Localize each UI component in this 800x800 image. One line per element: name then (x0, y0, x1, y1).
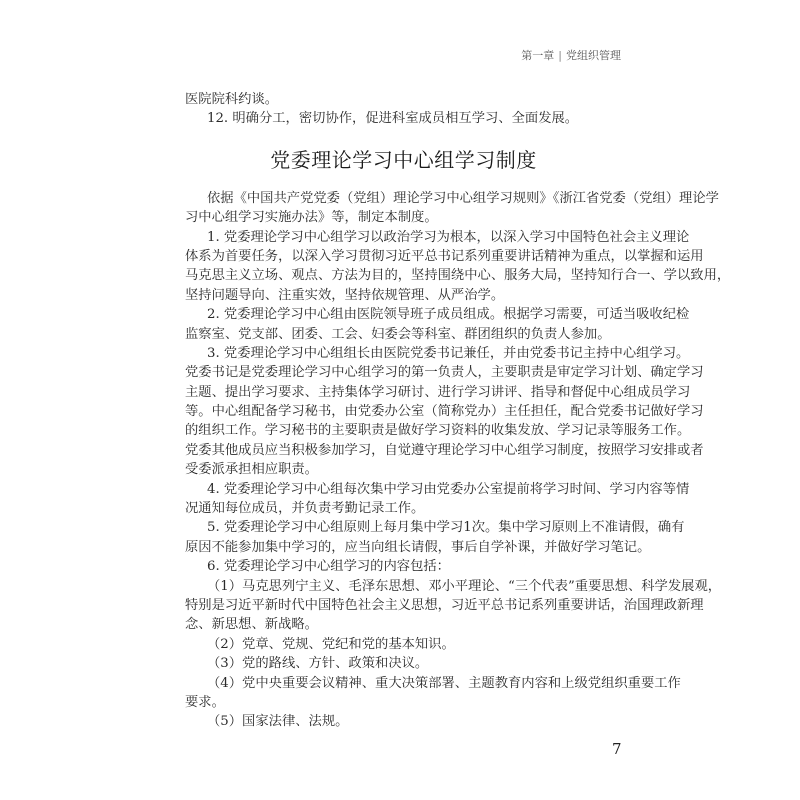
paragraph (185, 305, 690, 344)
text-line: 3. 党委理论学习中心组组长由医院党委书记兼任，并由党委书记主持中心组学习。 (207, 345, 690, 361)
text-line: 6. 党委理论学习中心组学习的内容包括： (207, 559, 450, 575)
paragraph (185, 674, 681, 713)
paragraph (185, 109, 622, 128)
text-line: 主题、提出学习要求、主持集体学习研讨、进行学习讲评、指导和督促中心组成员学习 (185, 384, 691, 400)
header-separator: | (558, 49, 562, 62)
paragraph (185, 654, 622, 673)
text-line: 体系为首要任务，以深入学习贯彻习近平总书记系列重要讲话精神为重点，以掌握和运用 (185, 248, 704, 264)
preceding-text (185, 90, 622, 129)
text-line: 况通知每位成员，并负责考勤记录工作。 (185, 501, 425, 517)
section-label: 党组织管理 (566, 49, 621, 62)
text-line: 特别是习近平新时代中国特色社会主义思想，习近平总书记系列重要讲话，治国理政新理 (185, 597, 704, 613)
text-line: 2. 党委理论学习中心组由医院领导班子成员组成。根据学习需要，可适当吸收纪检 (207, 307, 690, 323)
text-line: 党委书记是党委理论学习中心组学习的第一负责人，主要职责是审定学习计划、确定学习 (185, 365, 704, 381)
text-line: （1）马克思列宁主义、毛泽东思想、邓小平理论、“三个代表”重要思想、科学发展观， (207, 578, 722, 594)
text-line: 念、新思想、新战略。 (185, 617, 318, 633)
text-line: 原因不能参加集中学习的，应当向组长请假，事后自学补课，并做好学习笔记。 (185, 539, 651, 555)
text-line: 12. 明确分工，密切协作，促进科室成员相互学习、全面发展。 (207, 111, 579, 127)
text-line: 4. 党委理论学习中心组每次集中学习由党委办公室提前将学习时间、学习内容等情 (207, 481, 690, 497)
text-line: （2）党章、党规、党纪和党的基本知识。 (207, 636, 455, 652)
text-line: （5）国家法律、法规。 (207, 714, 349, 730)
paragraph (185, 712, 622, 731)
paragraph (185, 228, 731, 306)
text-line: 马克思主义立场、观点、方法为目的，坚持围绕中心、服务大局，坚持知行合一、学以致用， (185, 268, 731, 284)
page-body (185, 90, 731, 732)
running-header (521, 47, 621, 63)
text-line: （4）党中央重要会议精神、重大决策部署、主题教育内容和上级党组织重要工作 (207, 675, 681, 691)
paragraph (185, 90, 622, 109)
section-title: 党委理论学习中心组学习制度 (270, 147, 537, 172)
text-line: 要求。 (185, 694, 225, 710)
text-line: 5. 党委理论学习中心组原则上每月集中学习1次。集中学习原则上不准请假，确有 (207, 520, 685, 536)
text-line: 坚持问题导向、注重实效，坚持依规管理、从严治学。 (185, 287, 505, 303)
paragraph (185, 557, 622, 576)
paragraph (185, 344, 704, 480)
text-line: 习中心组学习实施办法》等，制定本制度。 (185, 210, 438, 226)
paragraph (185, 480, 690, 519)
paragraph (185, 189, 719, 228)
text-line: 1. 党委理论学习中心组学习以政治学习为根本，以深入学习中国特色社会主义理论 (207, 229, 690, 245)
text-line: 医院院科约谈。 (185, 92, 279, 107)
text-line: 受委派承担相应职责。 (185, 462, 318, 478)
text-line: 的组织工作。学习秘书的主要职责是做好学习资料的收集发放、学习记录等服务工作。 (185, 423, 691, 439)
page-number: 7 (612, 740, 622, 758)
text-line: 依据《中国共产党党委（党组）理论学习中心组学习规则》《浙江省党委（党组）理论学 (207, 190, 719, 206)
text-line: 等。中心组配备学习秘书，由党委办公室（简称党办）主任担任，配合党委书记做好学习 (185, 404, 704, 420)
chapter-label: 第一章 (521, 49, 555, 62)
text-line: （3）党的路线、方针、政策和决议。 (207, 656, 429, 672)
regulation-text (185, 189, 731, 732)
paragraph (185, 518, 685, 557)
text-line: 党委其他成员应当积极参加学习，自觉遵守理论学习中心组学习制度，按照学习安排或者 (185, 442, 704, 458)
paragraph (185, 635, 622, 654)
paragraph (185, 577, 722, 635)
text-line: 监察室、党支部、团委、工会、妇委会等科室、群团组织的负责人参加。 (185, 326, 611, 342)
